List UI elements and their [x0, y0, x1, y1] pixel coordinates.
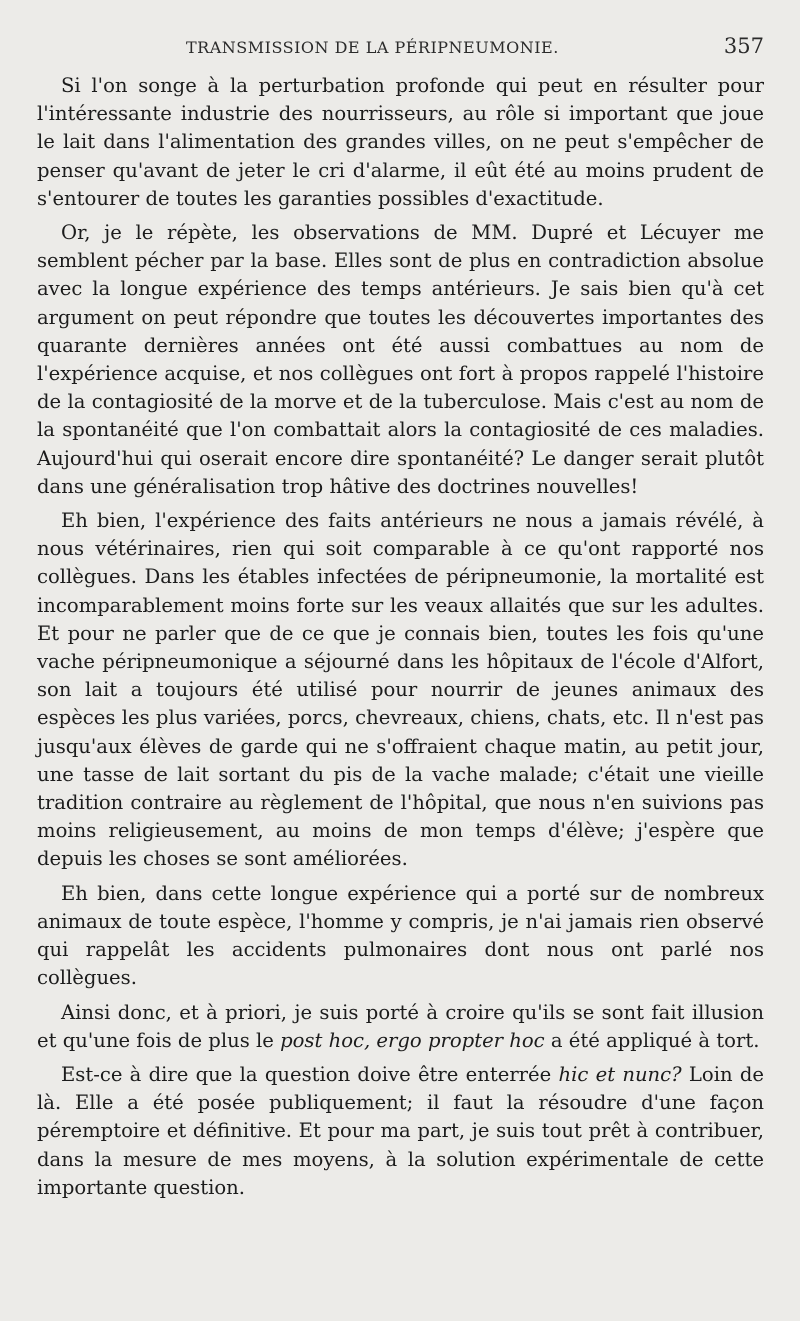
- page-number: 357: [723, 34, 764, 58]
- paragraph-5-text-after: a été appliqué à tort.: [544, 1028, 760, 1052]
- paragraph-4: Eh bien, dans cette longue expérience qui a porté sur de nombreux animaux de toute espèce, l'homme y compris, je n'ai jamais rien observé qui rappelât les accidents pulmonaires dont nous ont parlé nos collègues.: [37, 881, 764, 990]
- paragraph-1: Si l'on songe à la perturbation profonde qui peut en résulter pour l'intéressante industrie des nourrisseurs, au rôle si important que joue le lait dans l'alimentation des grandes villes, on ne peut s'empêcher de penser qu'avant de jeter le cri d'alarme, il eût été au moins prudent de s'entourer de toutes les garanties possibles d'exactitude.: [37, 74, 764, 210]
- paragraph-6: [37, 1061, 764, 1202]
- paragraph-2: Or, je le répète, les observations de MM. Dupré et Lécuyer me semblent pécher par la base. Elles sont de plus en contradiction absolue avec la longue expérience des temps antérieurs. Je sais bien qu'à cet argument on peut répondre que toutes les découvertes importantes des quarante dernières années ont été aussi combattues au nom de l'expérience acquise, et nos collègues ont fort à propos rappelé l'histoire de la contagiosité de la morve et de la tuberculose. Mais c'est au nom de la spontanéité que l'on combattait alors la contagiosité de ces maladies. Aujourd'hui qui oserait encore dire spontanéité? Le danger serait plutôt dans une généralisation trop hâtive des doctrines nouvelles!: [37, 221, 764, 498]
- paragraph-5-text-before: Ainsi donc, et à priori, je suis porté à croire qu'ils se sont fait illusion et qu'une fois de plus le: [37, 1000, 764, 1052]
- paragraph-5: [37, 999, 764, 1055]
- body-text: [37, 72, 764, 1202]
- latin-phrase-post-hoc: post hoc, ergo propter hoc: [280, 1028, 545, 1052]
- paragraph-6-text-before: Est-ce à dire que la question doive être enterrée: [61, 1062, 559, 1086]
- paragraph-6-text-after: Loin de là. Elle a été posée publiquement; il faut la résoudre d'une façon péremptoire et définitive. Et pour ma part, je suis tout prêt à contribuer, dans la mesure de mes moyens, à la solution expérimentale de cette importante question.: [37, 1062, 764, 1199]
- running-header: [37, 30, 764, 64]
- running-header-title: TRANSMISSION DE LA PÉRIPNEUMONIE.: [186, 38, 559, 57]
- paragraph-3: Eh bien, l'expérience des faits antérieurs ne nous a jamais révélé, à nous vétérinaires, rien qui soit comparable à ce qu'ont rapporté nos collègues. Dans les étables infectées de péripneumonie, la mortalité est incomparablement moins forte sur les veaux allaités que sur les adultes. Et pour ne parler que de ce que je connais bien, toutes les fois qu'une vache péripneumonique a séjourné dans les hôpitaux de l'école d'Alfort, son lait a toujours été utilisé pour nourrir de jeunes animaux des espèces les plus variées, porcs, chevreaux, chiens, chats, etc. Il n'est pas jusqu'aux élèves de garde qui ne s'offraient chaque matin, au petit jour, une tasse de lait sortant du pis de la vache malade; c'était une vieille tradition contraire au règlement de l'hôpital, que nous n'en suivions pas moins religieusement, au moins de mon temps d'élève; j'espère que depuis les choses se sont améliorées.: [37, 509, 764, 871]
- latin-phrase-hic-et-nunc: hic et nunc?: [558, 1062, 682, 1086]
